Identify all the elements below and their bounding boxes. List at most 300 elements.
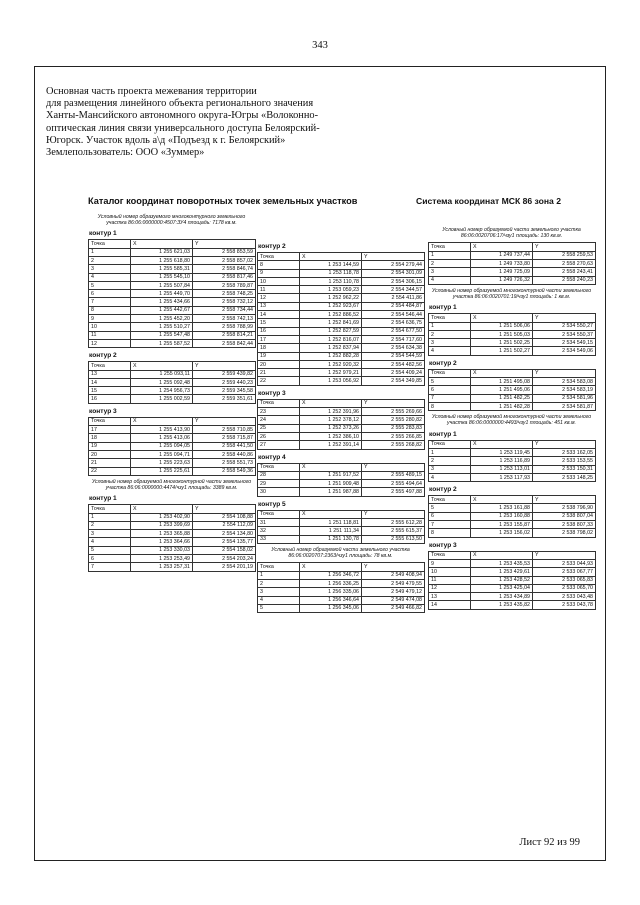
point-number: 7 — [429, 521, 471, 529]
point-number: 17 — [258, 335, 300, 343]
column-header-point: Точка — [258, 399, 300, 407]
y-coordinate: 2 555 494,64 — [362, 480, 425, 488]
parcel-note: Условный номер образуемой многоконтурной части земельного участка 86:06:0020701:19/чзу1 площадь: 1 кв.м. — [431, 287, 592, 301]
table-row — [258, 535, 425, 543]
x-coordinate: 1 252 882,28 — [300, 352, 362, 360]
table-row — [429, 276, 596, 284]
point-number: 24 — [258, 416, 300, 424]
coordinates-table — [88, 504, 256, 571]
point-number: 8 — [429, 402, 471, 410]
point-number: 10 — [258, 277, 300, 285]
y-coordinate: 2 558 846,74 — [193, 265, 256, 273]
x-coordinate: 1 255 585,31 — [131, 265, 193, 273]
table-row — [429, 457, 596, 465]
y-coordinate: 2 533 043,48 — [533, 593, 596, 601]
y-coordinate: 2 533 153,55 — [533, 457, 596, 465]
point-number: 20 — [258, 360, 300, 368]
column-header-point: Точка — [429, 496, 471, 504]
y-coordinate: 2 534 550,27 — [533, 322, 596, 330]
point-number: 2 — [258, 579, 300, 587]
header-line: Ханты-Мансийского автономного округа-Югры «Волоконно- — [46, 110, 319, 122]
column-header-x: X — [471, 551, 533, 559]
table-header-row — [429, 369, 596, 377]
catalog-column-2 — [257, 239, 424, 613]
x-coordinate: 1 251 495,08 — [471, 378, 533, 386]
y-coordinate: 2 533 067,77 — [533, 568, 596, 576]
y-coordinate: 2 534 550,37 — [533, 330, 596, 338]
y-coordinate: 2 538 796,90 — [533, 504, 596, 512]
contour-label: контур 1 — [89, 495, 117, 503]
x-coordinate: 1 255 092,48 — [131, 378, 193, 386]
table-header-row — [258, 563, 425, 571]
x-coordinate: 1 253 161,88 — [471, 504, 533, 512]
column-header-x: X — [471, 440, 533, 448]
table-row — [258, 311, 425, 319]
column-header-point: Точка — [258, 510, 300, 518]
y-coordinate: 2 558 788,99 — [193, 323, 256, 331]
table-header-row — [429, 243, 596, 251]
x-coordinate: 1 251 502,27 — [471, 347, 533, 355]
parcel-note: Условный номер образуемой части земельного участка 86:06:0020706:17/чзу1 площадь: 130 кв.м. — [442, 227, 581, 240]
column-header-x: X — [300, 563, 362, 571]
table-row — [89, 555, 256, 563]
column-header-y: Y — [193, 417, 256, 425]
x-coordinate: 1 255 449,70 — [131, 290, 193, 298]
y-coordinate: 2 534 581,87 — [533, 402, 596, 410]
table-row — [89, 290, 256, 298]
x-coordinate: 1 253 113,01 — [471, 465, 533, 473]
y-coordinate: 2 549 479,55 — [362, 579, 425, 587]
column-header-x: X — [131, 362, 193, 370]
table-row — [429, 521, 596, 529]
x-coordinate: 1 253 402,90 — [131, 513, 193, 521]
y-coordinate: 2 558 789,87 — [193, 281, 256, 289]
y-coordinate: 2 558 857,02 — [193, 257, 256, 265]
table-row — [429, 251, 596, 259]
x-coordinate: 1 253 399,69 — [131, 521, 193, 529]
point-number: 3 — [429, 339, 471, 347]
point-number: 33 — [258, 535, 300, 543]
y-coordinate: 2 554 544,59 — [362, 352, 425, 360]
y-coordinate: 2 554 203,24 — [193, 555, 256, 563]
y-coordinate: 2 558 748,25 — [193, 290, 256, 298]
table-row — [258, 261, 425, 269]
point-number: 11 — [258, 286, 300, 294]
parcel-note: Условный номер образуемой многоконтурной части земельного участка 86:06:0000000:4493/чзу1 площадь: 451 кв.м. — [431, 414, 592, 427]
table-row — [429, 512, 596, 520]
y-coordinate: 2 558 732,12 — [193, 298, 256, 306]
table-row — [258, 432, 425, 440]
coordinate-system: Система координат МСК 86 зона 2 — [416, 196, 561, 206]
point-number: 28 — [258, 471, 300, 479]
point-number: 4 — [429, 347, 471, 355]
column-header-point: Точка — [89, 240, 131, 248]
table-row — [89, 530, 256, 538]
table-row — [89, 339, 256, 347]
contour-label: контур 2 — [429, 359, 457, 367]
y-coordinate: 2 533 148,25 — [533, 473, 596, 481]
point-number: 1 — [258, 571, 300, 579]
point-number: 3 — [429, 465, 471, 473]
contour-label: контур 1 — [429, 430, 457, 438]
y-coordinate: 2 549 479,12 — [362, 588, 425, 596]
parcel-note: Условный номер образуемой части земельного участка 86:06:0020707:2363/чзу1 площадь: 78 кв.м. — [271, 546, 410, 560]
point-number: 19 — [258, 352, 300, 360]
column-header-point: Точка — [89, 362, 131, 370]
coordinates-table — [88, 417, 256, 476]
point-number: 12 — [429, 584, 471, 592]
point-number: 1 — [429, 448, 471, 456]
sheet-counter: Лист 92 из 99 — [519, 837, 580, 848]
x-coordinate: 1 255 223,63 — [131, 459, 193, 467]
x-coordinate: 1 255 507,84 — [131, 281, 193, 289]
table-row — [429, 584, 596, 592]
y-coordinate: 2 554 306,15 — [362, 277, 425, 285]
point-number: 11 — [89, 331, 131, 339]
x-coordinate: 1 255 545,10 — [131, 273, 193, 281]
column-header-y: Y — [533, 551, 596, 559]
contour-label: контур 3 — [429, 541, 457, 549]
x-coordinate: 1 255 452,20 — [131, 315, 193, 323]
table-row — [258, 294, 425, 302]
x-coordinate: 1 252 920,32 — [300, 360, 362, 368]
table-row — [258, 579, 425, 587]
contour-label: контур 5 — [258, 500, 286, 508]
column-header-point: Точка — [258, 563, 300, 571]
y-coordinate: 2 554 158,02 — [193, 546, 256, 554]
x-coordinate: 1 253 119,45 — [471, 448, 533, 456]
y-coordinate: 2 558 742,13 — [193, 315, 256, 323]
table-row — [89, 370, 256, 378]
table-row — [258, 408, 425, 416]
point-number: 26 — [258, 432, 300, 440]
table-row — [89, 281, 256, 289]
y-coordinate: 2 533 044,93 — [533, 559, 596, 567]
y-coordinate: 2 555 283,83 — [362, 424, 425, 432]
point-number: 14 — [258, 311, 300, 319]
point-number: 3 — [89, 265, 131, 273]
x-coordinate: 1 251 502,25 — [471, 339, 533, 347]
x-coordinate: 1 251 505,03 — [471, 330, 533, 338]
point-number: 3 — [258, 588, 300, 596]
y-coordinate: 2 554 411,86 — [362, 294, 425, 302]
table-row — [89, 563, 256, 571]
y-coordinate: 2 549 408,94 — [362, 571, 425, 579]
x-coordinate: 1 253 118,78 — [300, 269, 362, 277]
point-number: 1 — [89, 248, 131, 256]
point-number: 5 — [429, 504, 471, 512]
x-coordinate: 1 256 335,06 — [300, 588, 362, 596]
table-row — [429, 504, 596, 512]
table-row — [89, 434, 256, 442]
table-row — [429, 559, 596, 567]
y-coordinate: 2 555 268,82 — [362, 441, 425, 449]
x-coordinate: 1 253 429,61 — [471, 568, 533, 576]
x-coordinate: 1 253 365,88 — [131, 530, 193, 538]
point-number: 1 — [429, 322, 471, 330]
coordinates-table — [257, 463, 425, 497]
table-row — [429, 330, 596, 338]
point-number: 16 — [258, 327, 300, 335]
column-header-point: Точка — [89, 505, 131, 513]
table-row — [429, 529, 596, 537]
table-row — [429, 473, 596, 481]
x-coordinate: 1 253 364,66 — [131, 538, 193, 546]
coordinates-table — [428, 551, 596, 610]
point-number: 1 — [89, 513, 131, 521]
point-number: 2 — [429, 260, 471, 268]
x-coordinate: 1 256 346,72 — [300, 571, 362, 579]
x-coordinate: 1 252 886,52 — [300, 311, 362, 319]
x-coordinate: 1 253 434,89 — [471, 593, 533, 601]
coordinates-table — [257, 252, 425, 386]
column-header-x: X — [471, 243, 533, 251]
table-row — [258, 571, 425, 579]
column-header-point: Точка — [258, 463, 300, 471]
table-row — [429, 322, 596, 330]
point-number: 10 — [429, 568, 471, 576]
table-header-row — [429, 440, 596, 448]
table-header-row — [258, 463, 425, 471]
table-row — [89, 323, 256, 331]
table-row — [258, 335, 425, 343]
y-coordinate: 2 558 814,21 — [193, 331, 256, 339]
header-line: оптическая линия связи универсального доступа Белоярский- — [46, 122, 320, 134]
contour-label: контур 4 — [258, 453, 286, 461]
x-coordinate: 1 253 156,02 — [471, 529, 533, 537]
table-row — [258, 344, 425, 352]
x-coordinate: 1 255 547,48 — [131, 331, 193, 339]
y-coordinate: 2 559 440,23 — [193, 378, 256, 386]
coordinates-table — [257, 510, 425, 544]
x-coordinate: 1 255 618,80 — [131, 257, 193, 265]
point-number: 6 — [429, 386, 471, 394]
y-coordinate: 2 554 409,24 — [362, 369, 425, 377]
point-number: 4 — [89, 538, 131, 546]
table-row — [89, 459, 256, 467]
point-number: 13 — [429, 593, 471, 601]
x-coordinate: 1 249 725,09 — [471, 268, 533, 276]
table-row — [89, 442, 256, 450]
point-number: 21 — [258, 369, 300, 377]
column-header-x: X — [471, 496, 533, 504]
column-header-point: Точка — [429, 440, 471, 448]
y-coordinate: 2 554 279,44 — [362, 261, 425, 269]
point-number: 23 — [258, 408, 300, 416]
x-coordinate: 1 251 987,88 — [300, 488, 362, 496]
x-coordinate: 1 253 160,88 — [471, 512, 533, 520]
point-number: 21 — [89, 459, 131, 467]
x-coordinate: 1 256 345,06 — [300, 604, 362, 612]
y-coordinate: 2 558 715,87 — [193, 434, 256, 442]
catalog-column-1 — [88, 211, 255, 572]
table-row — [89, 315, 256, 323]
y-coordinate: 2 555 280,82 — [362, 416, 425, 424]
x-coordinate: 1 255 621,03 — [131, 248, 193, 256]
column-header-y: Y — [533, 243, 596, 251]
column-header-point: Точка — [429, 369, 471, 377]
table-header-row — [89, 417, 256, 425]
table-row — [89, 513, 256, 521]
x-coordinate: 1 251 909,48 — [300, 480, 362, 488]
column-header-y: Y — [193, 505, 256, 513]
x-coordinate: 1 253 428,52 — [471, 576, 533, 584]
x-coordinate: 1 252 979,21 — [300, 369, 362, 377]
point-number: 30 — [258, 488, 300, 496]
point-number: 6 — [429, 512, 471, 520]
x-coordinate: 1 253 155,87 — [471, 521, 533, 529]
table-header-row — [258, 253, 425, 261]
x-coordinate: 1 249 733,80 — [471, 260, 533, 268]
y-coordinate: 2 555 497,88 — [362, 488, 425, 496]
y-coordinate: 2 538 807,04 — [533, 512, 596, 520]
point-number: 4 — [429, 473, 471, 481]
point-number: 2 — [429, 457, 471, 465]
y-coordinate: 2 558 549,36 — [193, 467, 256, 475]
table-row — [89, 546, 256, 554]
y-coordinate: 2 555 612,28 — [362, 519, 425, 527]
point-number: 7 — [89, 563, 131, 571]
x-coordinate: 1 253 110,78 — [300, 277, 362, 285]
x-coordinate: 1 252 373,26 — [300, 424, 362, 432]
table-header-row — [89, 505, 256, 513]
x-coordinate: 1 251 482,25 — [471, 394, 533, 402]
x-coordinate: 1 253 117,93 — [471, 473, 533, 481]
y-coordinate: 2 534 549,15 — [533, 339, 596, 347]
table-row — [258, 424, 425, 432]
table-row — [258, 377, 425, 385]
contour-label: контур 1 — [89, 230, 117, 238]
point-number: 11 — [429, 576, 471, 584]
x-coordinate: 1 253 253,49 — [131, 555, 193, 563]
y-coordinate: 2 554 344,57 — [362, 286, 425, 294]
table-header-row — [429, 496, 596, 504]
point-number: 18 — [258, 344, 300, 352]
coordinates-table — [428, 369, 596, 411]
y-coordinate: 2 533 065,70 — [533, 584, 596, 592]
table-row — [429, 448, 596, 456]
y-coordinate: 2 549 466,82 — [362, 604, 425, 612]
coordinates-table — [428, 495, 596, 537]
table-row — [429, 402, 596, 410]
x-coordinate: 1 253 116,89 — [471, 457, 533, 465]
table-row — [89, 257, 256, 265]
table-row — [429, 339, 596, 347]
x-coordinate: 1 256 336,25 — [300, 579, 362, 587]
x-coordinate: 1 255 510,27 — [131, 323, 193, 331]
y-coordinate: 2 554 112,09 — [193, 521, 256, 529]
y-coordinate: 2 533 043,78 — [533, 601, 596, 609]
table-header-row — [429, 551, 596, 559]
x-coordinate: 1 255 587,52 — [131, 339, 193, 347]
table-row — [89, 426, 256, 434]
coordinates-table — [428, 440, 596, 482]
point-number: 17 — [89, 426, 131, 434]
header-line: Югорск. Участок вдоль а\д «Подъезд к г. Белоярский» — [46, 134, 286, 146]
x-coordinate: 1 252 391,14 — [300, 441, 362, 449]
y-coordinate: 2 559 351,61 — [193, 395, 256, 403]
point-number: 16 — [89, 395, 131, 403]
table-row — [429, 268, 596, 276]
point-number: 7 — [89, 298, 131, 306]
table-row — [258, 527, 425, 535]
table-row — [258, 286, 425, 294]
x-coordinate: 1 252 837,94 — [300, 344, 362, 352]
column-header-y: Y — [533, 440, 596, 448]
y-coordinate: 2 554 349,85 — [362, 377, 425, 385]
table-row — [258, 360, 425, 368]
table-row — [258, 319, 425, 327]
table-row — [89, 331, 256, 339]
column-header-x: X — [300, 463, 362, 471]
column-header-x: X — [471, 314, 533, 322]
table-row — [258, 471, 425, 479]
table-row — [258, 596, 425, 604]
y-coordinate: 2 554 717,60 — [362, 335, 425, 343]
catalog-title: Каталог координат поворотных точек земельных участков — [88, 196, 358, 206]
column-header-point: Точка — [429, 551, 471, 559]
table-row — [89, 265, 256, 273]
y-coordinate: 2 558 853,59 — [193, 248, 256, 256]
table-row — [258, 277, 425, 285]
x-coordinate: 1 255 413,90 — [131, 426, 193, 434]
x-coordinate: 1 255 225,61 — [131, 467, 193, 475]
point-number: 8 — [429, 529, 471, 537]
table-row — [258, 441, 425, 449]
y-coordinate: 2 554 546,44 — [362, 311, 425, 319]
y-coordinate: 2 554 482,56 — [362, 360, 425, 368]
x-coordinate: 1 253 056,92 — [300, 377, 362, 385]
table-row — [429, 378, 596, 386]
column-header-y: Y — [362, 253, 425, 261]
contour-label: контур 3 — [258, 389, 286, 397]
x-coordinate: 1 249 726,32 — [471, 276, 533, 284]
column-header-x: X — [300, 510, 362, 518]
y-coordinate: 2 534 549,06 — [533, 347, 596, 355]
point-number: 3 — [429, 268, 471, 276]
y-coordinate: 2 555 613,50 — [362, 535, 425, 543]
y-coordinate: 2 558 259,53 — [533, 251, 596, 259]
table-row — [258, 369, 425, 377]
x-coordinate: 1 251 482,28 — [471, 402, 533, 410]
point-number: 9 — [429, 559, 471, 567]
y-coordinate: 2 558 734,44 — [193, 306, 256, 314]
contour-label: контур 1 — [429, 304, 457, 312]
x-coordinate: 1 253 144,59 — [300, 261, 362, 269]
table-row — [89, 298, 256, 306]
point-number: 1 — [429, 251, 471, 259]
x-coordinate: 1 252 827,59 — [300, 327, 362, 335]
y-coordinate: 2 533 150,31 — [533, 465, 596, 473]
column-header-y: Y — [362, 563, 425, 571]
point-number: 10 — [89, 323, 131, 331]
point-number: 20 — [89, 450, 131, 458]
y-coordinate: 2 534 583,19 — [533, 386, 596, 394]
column-header-x: X — [131, 417, 193, 425]
point-number: 22 — [89, 467, 131, 475]
y-coordinate: 2 549 474,08 — [362, 596, 425, 604]
y-coordinate: 2 558 441,50 — [193, 442, 256, 450]
point-number: 9 — [258, 269, 300, 277]
x-coordinate: 1 252 386,10 — [300, 432, 362, 440]
point-number: 32 — [258, 527, 300, 535]
table-row — [429, 465, 596, 473]
table-row — [258, 519, 425, 527]
table-header-row — [89, 240, 256, 248]
table-row — [429, 347, 596, 355]
x-coordinate: 1 251 118,81 — [300, 519, 362, 527]
table-row — [89, 378, 256, 386]
